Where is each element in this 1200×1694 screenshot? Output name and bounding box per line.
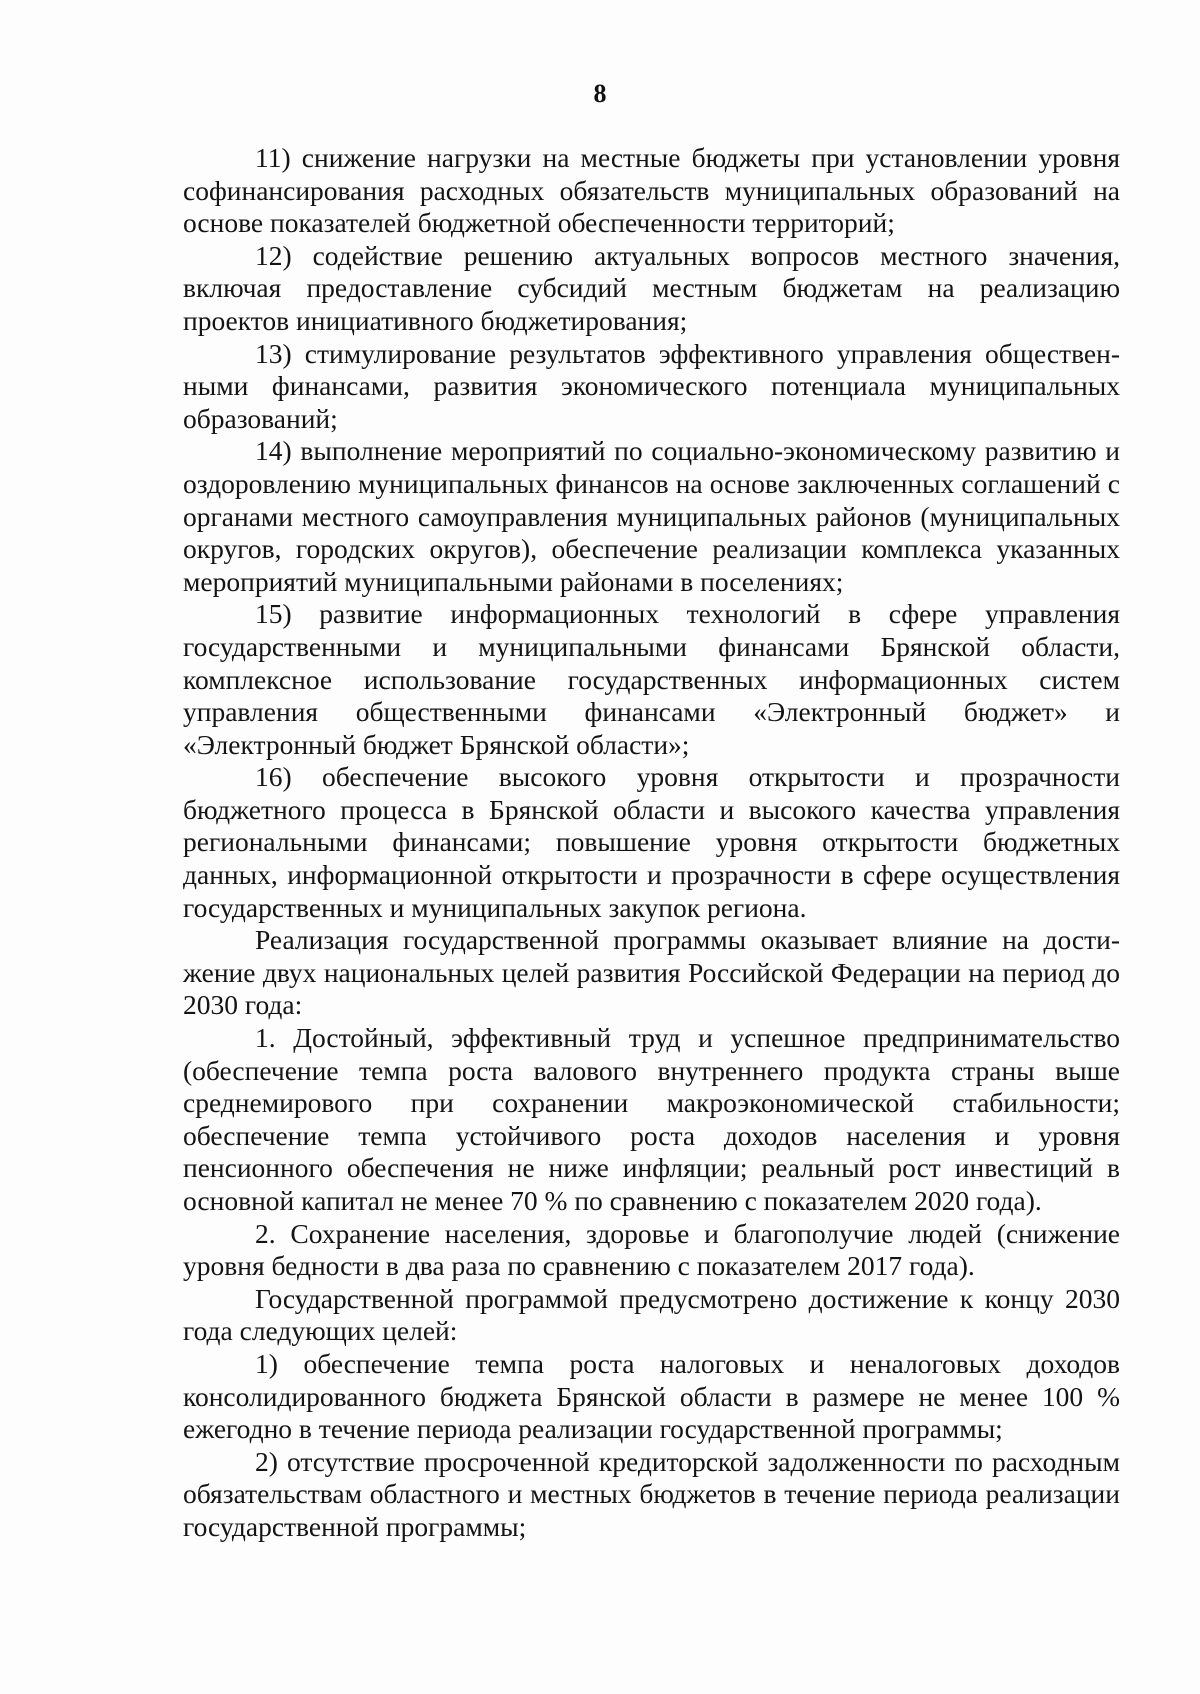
paragraph-item-15: 15) развитие информационных технологий в сфере управления государственными и муниципальными финансами Брянской области, комплексное использование государственных информационных систем управления общественными финансами «Электронный бюджет» и «Электронный бюджет Брянской области»; — [183, 598, 1120, 760]
paragraph-national-goal-2: 2. Сохранение населения, здоровье и благополучие людей (снижение уровня бедности в два раза по сравнению с показателем 2017 года). — [183, 1217, 1120, 1282]
paragraph-item-11: 11) снижение нагрузки на местные бюджеты при установлении уровня софинансирования расходных обязательств муниципальных образований на основе показателей бюджетной обеспеченности территорий; — [183, 142, 1120, 239]
paragraph-national-goals-intro: Реализация государственной программы оказывает влияние на достижение двух национальных целей развития Российской Федерации на период до 2030 года: — [183, 924, 1120, 1021]
paragraph-program-goal-1: 1) обеспечение темпа роста налоговых и неналоговых доходов консолидированного бюджета Брянской области в размере не менее 100 % ежегодно в течение периода реализации государственной программы; — [183, 1347, 1120, 1445]
page-number: 8 — [593, 79, 607, 108]
paragraph-item-14: 14) выполнение мероприятий по социально-экономическому развитию и оздоровлению муниципальных финансов на основе заключенных соглашений с органами местного самоуправления муниципальных районов (муниципальных округов, городских округов), обеспечение реализации комплекса указанных мероприятий муниципальными районами в поселениях; — [183, 435, 1120, 597]
paragraph-item-12: 12) содействие решению актуальных вопросов местного значения, включая предоставление субсидий местным бюджетам на реализацию проектов инициативного бюджетирования; — [183, 239, 1120, 336]
document-body — [183, 142, 1120, 1544]
paragraph-program-goal-2: 2) отсутствие просроченной кредиторской задолженности по расходным обязательствам областного и местных бюджетов в течение периода реализации государственной программы; — [183, 1445, 1120, 1542]
paragraph-item-13: 13) стимулирование результатов эффективного управления общественными финансами, развития экономического потенциала муниципальных образований; — [183, 337, 1120, 434]
paragraph-program-goals-intro: Государственной программой предусмотрено достижение к концу 2030 года следующих целей: — [183, 1282, 1120, 1347]
paragraph-item-16: 16) обеспечение высокого уровня открытости и прозрачности бюджетного процесса в Брянской области и высокого качества управления региональными финансами; повышение уровня открытости бюджетных данных, информационной открытости и прозрачности в сфере осуществления государственных и муниципальных закупок региона. — [183, 761, 1120, 923]
paragraph-national-goal-1: 1. Достойный, эффективный труд и успешное предпринимательство (обеспечение темпа роста валового внутреннего продукта страны выше среднемирового при сохранении макроэкономической стабильности; обеспечение темпа устойчивого роста доходов населения и уровня пенсионного обеспечения не ниже инфляции; реальный рост инвестиций в основной капитал не менее 70 % по сравнению с показателем 2020 года). — [183, 1022, 1120, 1216]
